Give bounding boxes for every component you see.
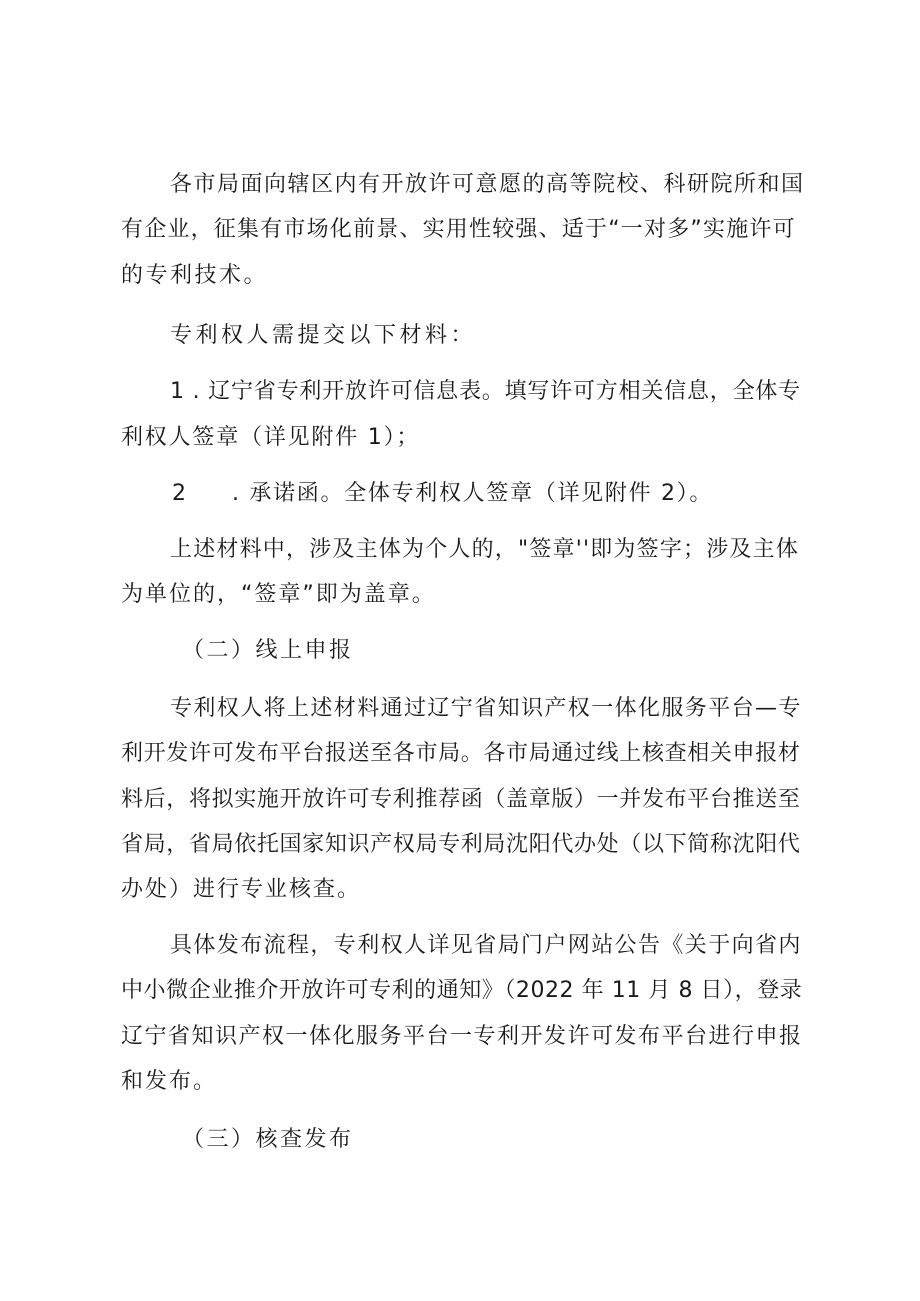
item2-text: . 承诺函。全体专利权人签章（详见附件 2）。 — [232, 481, 714, 506]
para5-line4: 和发布。 — [121, 1069, 218, 1094]
para4-line3: 料后，将拟实施开放许可专利推荐函（盖章版）一并发布平台推送至 — [121, 787, 801, 812]
item1-line1: 1 . 辽宁省专利开放许可信息表。填写许可方相关信息，全体专 — [170, 379, 801, 404]
para5-line3: 辽宁省知识产权一体化服务平台一专利开发许可发布平台进行申报 — [121, 1024, 803, 1049]
para1-line3: 的专利技术。 — [121, 263, 269, 288]
para1-line1: 各市局面向辖区内有开放许可意愿的高等院校、科研院所和国 — [170, 172, 805, 197]
item1-line2: 利权人签章（详见附件 1）； — [121, 425, 421, 450]
para4-line2: 利开发许可发布平台报送至各市局。各市局通过线上核查相关申报材 — [121, 741, 801, 766]
para1-line2: 有企业，征集有市场化前景、实用性较强、适于“一对多”实施许可 — [121, 217, 796, 242]
para4-line1: 专利权人将上述材料通过辽宁省知识产权一体化服务平台—专 — [170, 696, 802, 721]
item2-number: 2 — [172, 481, 189, 506]
para3-line1: 上述材料中，涉及主体为个人的，"签章''即为签字；涉及主体 — [170, 537, 800, 562]
section-heading-review-publish: （三）核查发布 — [182, 1127, 354, 1152]
para2-text: 专利权人需提交以下材料： — [170, 323, 477, 348]
section-heading-online-filing: （二）线上申报 — [182, 638, 354, 663]
para3-line2: 为单位的，“签章”即为盖章。 — [121, 582, 436, 607]
para5-line1: 具体发布流程，专利权人详见省局门户网站公告《关于向省内 — [170, 933, 802, 958]
para4-line5: 办处）进行专业核查。 — [121, 877, 362, 902]
para4-line4: 省局，省局依托国家知识产权局专利局沈阳代办处（以下简称沈阳代 — [121, 832, 801, 857]
para5-line2: 中小微企业推介开放许可专利的通知》（2022 年 11 月 8 日），登录 — [121, 978, 803, 1003]
